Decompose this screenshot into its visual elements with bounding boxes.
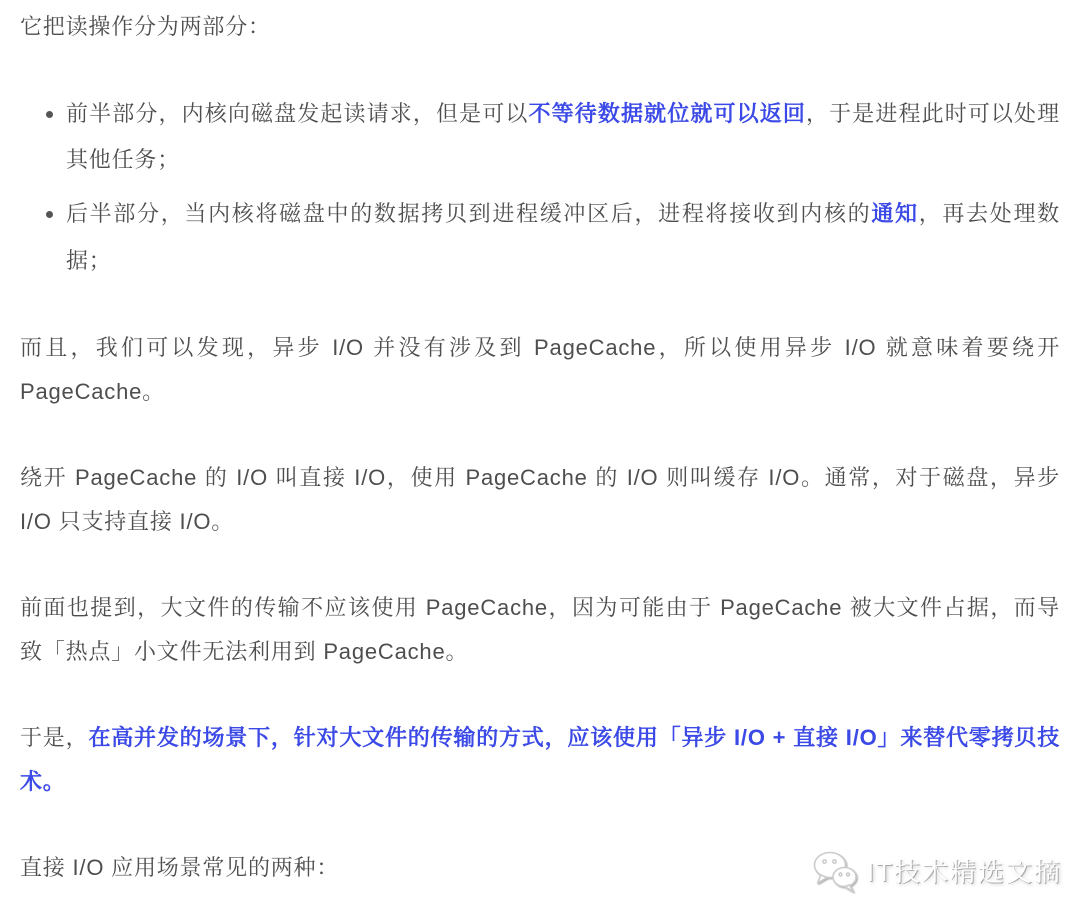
paragraph-conclusion [20, 716, 1060, 804]
conclusion-lead: 于是， [20, 724, 89, 750]
paragraph-direct-io: 绕开 PageCache 的 I/O 叫直接 I/O，使用 PageCache 的 I/O 则叫缓存 I/O。通常，对于磁盘，异步 I/O 只支持直接 I/O。 [20, 464, 1060, 534]
read-operation-bullet-list [20, 91, 1060, 284]
bullet-text: 前半部分，内核向磁盘发起读请求，但是可以 [66, 101, 529, 126]
bullet-text: 后半部分，当内核将磁盘中的数据拷贝到进程缓冲区后，进程将接收到内核的 [66, 201, 872, 227]
bullet-item-second-half [66, 191, 1060, 283]
wechat-logo-icon [811, 850, 859, 894]
bullet-text: ，再去处理数据； [66, 201, 1060, 273]
highlight-text: 通知 [871, 201, 919, 227]
bullet-dot-icon [46, 211, 53, 218]
paragraph-big-file: 前面也提到，大文件的传输不应该使用 PageCache，因为可能由于 PageCache 被大文件占据，而导致「热点」小文件无法利用到 PageCache。 [20, 594, 1060, 664]
highlight-text: 在高并发的场景下，针对大文件的传输的方式，应该使用「异步 I/O + 直接 I/O」来替代零拷贝技术。 [20, 724, 1060, 794]
watermark-label: IT技术精选文摘 [866, 857, 1062, 887]
paragraph-scenarios: 直接 I/O 应用场景常见的两种： [20, 854, 340, 880]
bullet-dot-icon [46, 111, 53, 118]
article-content [20, 5, 1060, 890]
paragraph-async-io: 而且，我们可以发现，异步 I/O 并没有涉及到 PageCache，所以使用异步 I/O 就意味着要绕开 PageCache。 [20, 334, 1060, 404]
watermark [811, 846, 1062, 898]
intro-paragraph: 它把读操作分为两部分： [20, 14, 271, 39]
highlight-text: 不等待数据就位就可以返回 [528, 101, 806, 126]
bullet-text: ，于是进程此时可以处理其他任务； [66, 101, 1060, 173]
bullet-item-first-half [66, 91, 1060, 183]
